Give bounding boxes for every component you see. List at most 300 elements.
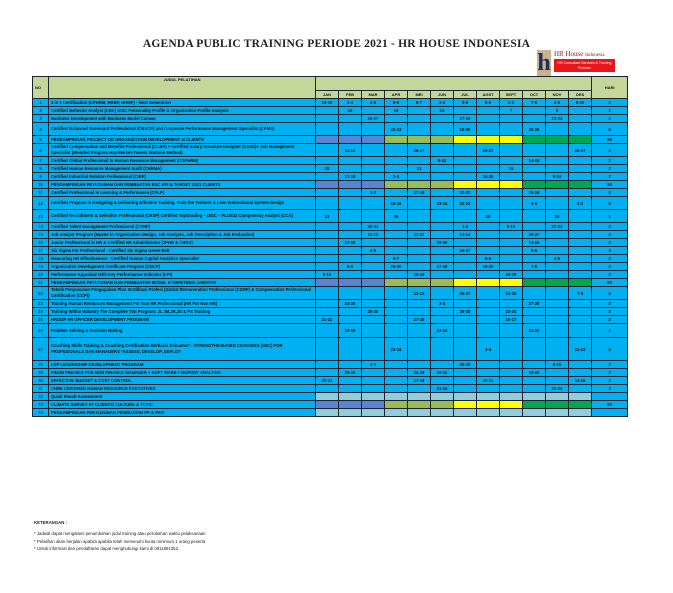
- schedule-cell-jan: [316, 181, 339, 189]
- schedule-cell-des: 9-10: [569, 99, 592, 107]
- schedule-cell-nov: [546, 316, 569, 324]
- schedule-cell-oct: [523, 136, 546, 144]
- schedule-cell-feb: [339, 316, 362, 324]
- schedule-cell-oct: 14-15: [523, 239, 546, 247]
- schedule-cell-apr: 26: [385, 210, 408, 223]
- schedule-cell-jun: [431, 316, 454, 324]
- duration-days: 2: [592, 271, 628, 279]
- schedule-cell-jun: 9-10: [431, 157, 454, 165]
- schedule-cell-oct: 25-26: [523, 123, 546, 136]
- schedule-cell-sept: 29-30: [500, 271, 523, 279]
- schedule-cell-apr: [385, 239, 408, 247]
- table-row: [33, 308, 628, 316]
- schedule-cell-jun: [431, 271, 454, 279]
- schedule-cell-jul: [454, 377, 477, 385]
- schedule-cell-jan: [316, 157, 339, 165]
- row-number: 16: [33, 239, 49, 247]
- schedule-cell-jul: [454, 393, 477, 401]
- training-title: Certified Human Resource Management Audit (CHRMA): [49, 165, 316, 173]
- duration-days: 2: [592, 231, 628, 239]
- schedule-cell-agst: [477, 136, 500, 144]
- schedule-cell-apr: [385, 377, 408, 385]
- schedule-cell-feb: [339, 255, 362, 263]
- schedule-cell-jul: 27-28: [454, 115, 477, 123]
- schedule-cell-mei: [408, 308, 431, 316]
- schedule-cell-apr: 22-23: [385, 123, 408, 136]
- duration-days: 90: [592, 401, 628, 409]
- schedule-cell-jun: [431, 189, 454, 197]
- duration-days: 2: [592, 338, 628, 361]
- training-title: Certified Balanced Scorecard Professional (CBSCP) and Corporate Performance Management Specialist (CPMS): [49, 123, 316, 136]
- row-number: 26: [33, 324, 49, 338]
- company-logo: [537, 50, 633, 78]
- schedule-cell-oct: 21-22: [523, 324, 546, 338]
- schedule-cell-sept: [500, 393, 523, 401]
- schedule-cell-oct: 18-19: [523, 189, 546, 197]
- schedule-cell-sept: [500, 369, 523, 377]
- schedule-cell-des: [569, 271, 592, 279]
- table-row: [33, 401, 628, 409]
- table-row: [33, 197, 628, 210]
- schedule-cell-agst: [477, 247, 500, 255]
- schedule-cell-jan: [316, 338, 339, 361]
- schedule-cell-apr: [385, 308, 408, 316]
- schedule-cell-jul: [454, 181, 477, 189]
- schedule-cell-jun: [431, 123, 454, 136]
- schedule-cell-mar: 1-2: [362, 189, 385, 197]
- schedule-cell-sept: [500, 181, 523, 189]
- schedule-cell-nov: [546, 263, 569, 271]
- table-row: [33, 385, 628, 393]
- schedule-cell-des: [569, 369, 592, 377]
- schedule-cell-des: [569, 165, 592, 173]
- schedule-cell-sept: [500, 231, 523, 239]
- training-title: HRODP HR OFFICER DEVELOPMENT PROGRAM: [49, 316, 316, 324]
- schedule-cell-des: 16-17: [569, 144, 592, 157]
- row-number: 3: [33, 115, 49, 123]
- schedule-cell-des: [569, 136, 592, 144]
- schedule-cell-mar: [362, 197, 385, 210]
- schedule-cell-mei: [408, 115, 431, 123]
- logo-h-icon: h: [537, 50, 551, 76]
- schedule-cell-agst: [477, 115, 500, 123]
- schedule-cell-jun: [431, 409, 454, 417]
- schedule-cell-mei: [408, 223, 431, 231]
- schedule-cell-mei: [408, 385, 431, 393]
- schedule-cell-jun: [431, 287, 454, 300]
- duration-days: 2: [592, 144, 628, 157]
- schedule-cell-des: [569, 115, 592, 123]
- training-title: PENDAMPINGAN PROJECT OD ORGANIZATION DEVELOPMENT at CLIENTS: [49, 136, 316, 144]
- schedule-cell-nov: [546, 369, 569, 377]
- schedule-cell-jun: [431, 165, 454, 173]
- schedule-cell-jan: [316, 300, 339, 308]
- notes-section: [34, 520, 206, 554]
- schedule-cell-jul: [454, 279, 477, 287]
- schedule-cell-nov: [546, 338, 569, 361]
- table-row: [33, 99, 628, 107]
- row-number: 8: [33, 165, 49, 173]
- schedule-cell-oct: [523, 401, 546, 409]
- schedule-cell-des: [569, 300, 592, 308]
- schedule-cell-feb: [339, 189, 362, 197]
- schedule-cell-mei: [408, 247, 431, 255]
- schedule-cell-mar: [362, 287, 385, 300]
- schedule-cell-sept: [500, 279, 523, 287]
- schedule-cell-mei: 26-27: [408, 144, 431, 157]
- col-header-month-sept: SEPT: [500, 91, 523, 99]
- schedule-cell-jul: [454, 107, 477, 115]
- schedule-cell-jun: [431, 231, 454, 239]
- schedule-cell-mar: [362, 385, 385, 393]
- duration-days: 90: [592, 181, 628, 189]
- schedule-cell-oct: 27-28: [523, 300, 546, 308]
- schedule-cell-mei: 27-28: [408, 316, 431, 324]
- table-row: [33, 324, 628, 338]
- row-number: 2: [33, 107, 49, 115]
- schedule-cell-feb: [339, 279, 362, 287]
- schedule-cell-sept: [500, 338, 523, 361]
- schedule-cell-jun: [431, 377, 454, 385]
- notes-heading: KETERANGAN :: [34, 520, 67, 525]
- schedule-cell-jul: 29-30: [454, 308, 477, 316]
- schedule-cell-mar: [362, 393, 385, 401]
- schedule-cell-mar: [362, 316, 385, 324]
- schedule-cell-des: [569, 316, 592, 324]
- schedule-cell-jun: [431, 173, 454, 181]
- schedule-cell-mei: [408, 136, 431, 144]
- schedule-cell-feb: [339, 181, 362, 189]
- row-number: 17: [33, 247, 49, 255]
- schedule-cell-agst: [477, 393, 500, 401]
- duration-days: 2: [592, 157, 628, 165]
- schedule-cell-sept: [500, 401, 523, 409]
- schedule-cell-des: [569, 189, 592, 197]
- schedule-cell-des: [569, 247, 592, 255]
- duration-days: 2: [592, 173, 628, 181]
- duration-days: 2: [592, 263, 628, 271]
- schedule-cell-mar: [362, 136, 385, 144]
- table-row: [33, 107, 628, 115]
- col-header-month-feb: FEB: [339, 91, 362, 99]
- schedule-cell-nov: 23-24: [546, 115, 569, 123]
- schedule-cell-sept: [500, 255, 523, 263]
- schedule-cell-feb: [339, 409, 362, 417]
- schedule-cell-jun: [431, 115, 454, 123]
- schedule-cell-mar: 30-31: [362, 223, 385, 231]
- schedule-cell-sept: [500, 210, 523, 223]
- row-number: 22: [33, 287, 49, 300]
- schedule-cell-nov: [546, 308, 569, 316]
- training-title: Certified Compensation and Benefits Professional (CCBP) + Certified Salary Structure Designer (CSSD)+ Job Management Specialist (Blended Program Hay-Mercer-Towers Wattson Method): [49, 144, 316, 157]
- training-title: Quick Result Assessment: [49, 393, 316, 401]
- schedule-cell-des: [569, 279, 592, 287]
- schedule-cell-apr: [385, 189, 408, 197]
- schedule-cell-nov: 22-24: [546, 385, 569, 393]
- schedule-cell-feb: [339, 210, 362, 223]
- schedule-cell-mei: 18-19: [408, 271, 431, 279]
- schedule-cell-mar: [362, 338, 385, 361]
- note-line: * Pelatihan akan berjalan apabila apabila telah memenuhi kuota minimum 1 orang peserta: [34, 538, 206, 544]
- schedule-cell-des: [569, 181, 592, 189]
- schedule-cell-oct: [523, 173, 546, 181]
- schedule-cell-jan: [316, 123, 339, 136]
- schedule-cell-nov: [546, 271, 569, 279]
- schedule-cell-sept: 2-3: [500, 99, 523, 107]
- schedule-cell-mei: 24-25: [408, 369, 431, 377]
- training-title: Training Within Industry The Complete TWI Program: JI, JM,JR,JS & PS Training: [49, 308, 316, 316]
- training-title: Certified Professional in Learning & Performance (CPLP): [49, 189, 316, 197]
- duration-days: 2: [592, 324, 628, 338]
- schedule-cell-jul: 16-17: [454, 247, 477, 255]
- schedule-cell-sept: [500, 136, 523, 144]
- schedule-cell-jan: 9-10: [316, 271, 339, 279]
- schedule-cell-nov: [546, 165, 569, 173]
- schedule-cell-jan: [316, 369, 339, 377]
- schedule-cell-mar: [362, 369, 385, 377]
- schedule-cell-oct: [523, 338, 546, 361]
- schedule-cell-jun: 3-4: [431, 300, 454, 308]
- schedule-cell-jun: [431, 136, 454, 144]
- training-title: Training Human Resources Management For Non HR Professional (HR For Non HR): [49, 300, 316, 308]
- training-title: Certified Behavior Analyst (CBA) DISC Personality Profile & Organization Profile Analysis: [49, 107, 316, 115]
- schedule-cell-agst: [477, 308, 500, 316]
- schedule-cell-jun: [431, 338, 454, 361]
- table-row: [33, 173, 628, 181]
- schedule-cell-mar: 4-5: [362, 247, 385, 255]
- schedule-cell-jul: [454, 300, 477, 308]
- schedule-cell-des: [569, 324, 592, 338]
- schedule-cell-jul: [454, 144, 477, 157]
- schedule-cell-oct: [523, 255, 546, 263]
- schedule-cell-nov: [546, 239, 569, 247]
- schedule-cell-des: [569, 385, 592, 393]
- row-number: 32: [33, 393, 49, 401]
- schedule-cell-mar: [362, 271, 385, 279]
- row-number: 6: [33, 144, 49, 157]
- schedule-cell-oct: [523, 287, 546, 300]
- schedule-cell-agst: [477, 300, 500, 308]
- schedule-cell-jul: 26-27: [454, 287, 477, 300]
- schedule-cell-apr: [385, 223, 408, 231]
- schedule-cell-jul: 19-20: [454, 123, 477, 136]
- schedule-cell-jul: [454, 385, 477, 393]
- schedule-cell-feb: 25-26: [339, 369, 362, 377]
- col-header-month-jun: JUN: [431, 91, 454, 99]
- schedule-cell-apr: [385, 157, 408, 165]
- schedule-cell-mar: 2-3: [362, 361, 385, 369]
- schedule-cell-apr: 19: [385, 107, 408, 115]
- table-row: [33, 157, 628, 165]
- col-header-month-jul: JUL: [454, 91, 477, 99]
- col-header-hari: HARI: [592, 77, 628, 99]
- schedule-cell-apr: 2-3: [385, 173, 408, 181]
- table-header: [33, 77, 628, 99]
- col-header-month-apr: APR: [385, 91, 408, 99]
- training-title: PENDAMPINGAN PEYUSUNAN DAN PEMBUATAN BSC KPI & TARGET 2021 CLIENTS: [49, 181, 316, 189]
- schedule-cell-apr: [385, 136, 408, 144]
- schedule-cell-nov: [546, 123, 569, 136]
- schedule-cell-jul: 29-30: [454, 361, 477, 369]
- schedule-cell-des: [569, 223, 592, 231]
- training-title: Certified Industrial Relation Professional (CIRP): [49, 173, 316, 181]
- training-title: 3 in 1 Certification (CPHRM, HRBP, HRMP) - Next Generation: [49, 99, 316, 107]
- duration-days: 2: [592, 300, 628, 308]
- training-title: Certified Recruitment & Selection Professional (CRSP) Certified TopGrading – DISC – PLUS32 Competency Analyst (CCA): [49, 210, 316, 223]
- schedule-cell-agst: [477, 157, 500, 165]
- schedule-cell-apr: [385, 279, 408, 287]
- schedule-cell-oct: [523, 393, 546, 401]
- duration-days: 2: [592, 123, 628, 136]
- schedule-cell-jan: [316, 401, 339, 409]
- schedule-cell-jul: [454, 316, 477, 324]
- schedule-cell-jan: 28: [316, 165, 339, 173]
- schedule-cell-jul: 22-23: [454, 189, 477, 197]
- schedule-cell-agst: 26-27: [477, 144, 500, 157]
- schedule-cell-oct: 14-15: [523, 157, 546, 165]
- schedule-cell-mei: [408, 338, 431, 361]
- schedule-cell-feb: [339, 197, 362, 210]
- schedule-cell-mar: [362, 107, 385, 115]
- duration-days: 2: [592, 377, 628, 385]
- schedule-cell-sept: 14-15: [500, 287, 523, 300]
- schedule-cell-apr: [385, 324, 408, 338]
- schedule-cell-oct: [523, 385, 546, 393]
- schedule-cell-feb: [339, 165, 362, 173]
- row-number: 15: [33, 231, 49, 239]
- schedule-cell-oct: [523, 107, 546, 115]
- schedule-cell-mei: [408, 263, 431, 271]
- schedule-cell-jun: 24: [431, 107, 454, 115]
- table-row: [33, 189, 628, 197]
- schedule-cell-jan: [316, 263, 339, 271]
- row-number: 18: [33, 255, 49, 263]
- duration-days: 2: [592, 189, 628, 197]
- schedule-cell-nov: [546, 393, 569, 401]
- schedule-cell-apr: 15-16: [385, 197, 408, 210]
- schedule-cell-feb: 17-18: [339, 239, 362, 247]
- schedule-cell-jan: [316, 393, 339, 401]
- schedule-cell-jan: [316, 231, 339, 239]
- schedule-cell-jun: [431, 255, 454, 263]
- logo-brand-name: HR House: [554, 50, 584, 58]
- duration-days: 2: [592, 165, 628, 173]
- row-number: 7: [33, 157, 49, 165]
- schedule-cell-feb: 24-25: [339, 300, 362, 308]
- col-header-title: JUDUL PELATIHAN: [49, 77, 316, 99]
- schedule-cell-agst: [477, 361, 500, 369]
- row-number: 14: [33, 223, 49, 231]
- schedule-cell-feb: [339, 247, 362, 255]
- schedule-cell-mar: 26-27: [362, 115, 385, 123]
- table-row: [33, 300, 628, 308]
- schedule-cell-mar: [362, 181, 385, 189]
- schedule-cell-agst: [477, 197, 500, 210]
- schedule-cell-apr: [385, 247, 408, 255]
- schedule-cell-mar: [362, 300, 385, 308]
- schedule-cell-mar: 25-26: [362, 308, 385, 316]
- schedule-cell-agst: [477, 181, 500, 189]
- schedule-cell-oct: [523, 223, 546, 231]
- row-number: 23: [33, 300, 49, 308]
- schedule-cell-jun: 17-18: [431, 263, 454, 271]
- table-row: [33, 393, 628, 401]
- table-row: [33, 369, 628, 377]
- table-row: [33, 181, 628, 189]
- schedule-cell-oct: [523, 115, 546, 123]
- duration-days: 1: [592, 210, 628, 223]
- duration-days: 2: [592, 197, 628, 210]
- schedule-cell-sept: [500, 239, 523, 247]
- schedule-cell-feb: [339, 231, 362, 239]
- schedule-cell-jul: 22-23: [454, 197, 477, 210]
- schedule-cell-des: [569, 255, 592, 263]
- schedule-cell-apr: [385, 369, 408, 377]
- schedule-cell-jun: [431, 393, 454, 401]
- schedule-cell-oct: 7-8: [523, 263, 546, 271]
- schedule-cell-agst: 24-25: [477, 173, 500, 181]
- schedule-cell-des: [569, 210, 592, 223]
- row-number: 19: [33, 263, 49, 271]
- schedule-cell-agst: [477, 279, 500, 287]
- training-title: Six Sigma For Professional - Certified Six Sigma Green Belt: [49, 247, 316, 255]
- schedule-cell-jan: [316, 144, 339, 157]
- schedule-cell-jul: [454, 369, 477, 377]
- col-header-month-jan: JAN: [316, 91, 339, 99]
- schedule-cell-nov: 22-23: [546, 223, 569, 231]
- schedule-cell-agst: [477, 231, 500, 239]
- schedule-cell-apr: [385, 181, 408, 189]
- schedule-cell-des: 21-22: [569, 338, 592, 361]
- table-row: [33, 239, 628, 247]
- schedule-cell-nov: [546, 231, 569, 239]
- schedule-cell-jul: [454, 271, 477, 279]
- schedule-cell-nov: 8: [546, 107, 569, 115]
- schedule-cell-nov: [546, 324, 569, 338]
- schedule-cell-jan: [316, 385, 339, 393]
- schedule-cell-mei: [408, 300, 431, 308]
- schedule-cell-mei: [408, 409, 431, 417]
- schedule-cell-jul: [454, 239, 477, 247]
- logo-brand: [554, 50, 605, 58]
- schedule-cell-mei: 17-18: [408, 189, 431, 197]
- schedule-cell-jun: 23-24: [431, 324, 454, 338]
- schedule-cell-jan: [316, 255, 339, 263]
- training-title: EFFECTIVE BUDGET & COST CONTROL: [49, 377, 316, 385]
- schedule-cell-feb: [339, 385, 362, 393]
- schedule-cell-jul: [454, 210, 477, 223]
- schedule-cell-mei: [408, 210, 431, 223]
- schedule-cell-jul: [454, 263, 477, 271]
- duration-days: 2: [592, 369, 628, 377]
- training-title: Business Development with Business Model Canvas: [49, 115, 316, 123]
- training-title: Measuring HR Effectiveness - Certified Human Capital Analytics Specialist: [49, 255, 316, 263]
- schedule-cell-mar: [362, 263, 385, 271]
- schedule-cell-sept: 9-10: [500, 223, 523, 231]
- schedule-cell-jun: [431, 401, 454, 409]
- schedule-cell-des: 14-15: [569, 377, 592, 385]
- schedule-cell-mei: 13-14: [408, 287, 431, 300]
- schedule-cell-feb: 11-12: [339, 144, 362, 157]
- schedule-cell-nov: 9-10: [546, 361, 569, 369]
- schedule-cell-oct: [523, 361, 546, 369]
- schedule-cell-agst: [477, 189, 500, 197]
- schedule-cell-sept: [500, 377, 523, 385]
- schedule-cell-mar: 4-5: [362, 99, 385, 107]
- schedule-cell-des: 1-2: [569, 197, 592, 210]
- schedule-cell-agst: 19-20: [477, 263, 500, 271]
- training-title: CLIMATE SURVEY AT CLIENTS/ CULTURE & TOXIC: [49, 401, 316, 409]
